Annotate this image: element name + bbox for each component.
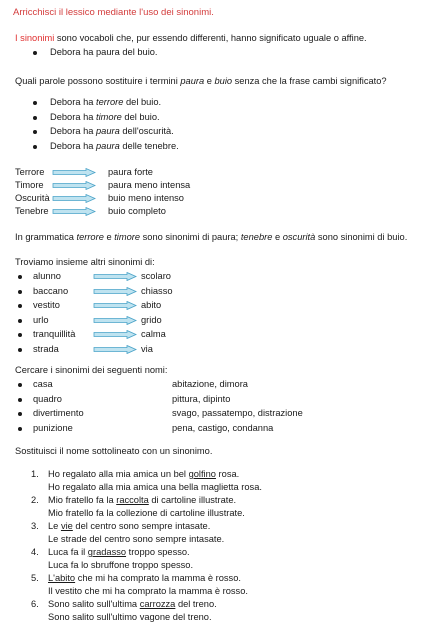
noun-word: punizione: [33, 422, 73, 433]
pair-word: Timore: [15, 180, 44, 190]
underlined-word: golfino: [188, 469, 216, 479]
arrow-icon: [52, 207, 96, 216]
pair-meaning: buio completo: [108, 206, 166, 216]
intro-line: [15, 33, 367, 43]
question-line: [15, 76, 387, 86]
together-synonym: via: [141, 343, 153, 354]
grammar-text-c: e: [103, 232, 115, 242]
variant-item: [50, 141, 179, 151]
variant-item: [50, 126, 174, 136]
noun-word: quadro: [33, 393, 62, 404]
underlined-word: vie: [60, 521, 73, 531]
together-word: alunno: [33, 271, 61, 281]
underlined-word: carrozza: [139, 599, 176, 609]
intro-keyword: I sinonimi: [15, 33, 55, 43]
bullet-icon: [33, 145, 37, 149]
exercise-number: 1.: [31, 469, 39, 479]
exercise-text: Mio fratello fa la: [48, 495, 117, 505]
exercise-text: Luca fa il: [48, 547, 88, 557]
arrow-icon: [52, 168, 96, 177]
arrow-icon: [52, 194, 96, 203]
arrow-icon: [93, 316, 137, 325]
variant-item: [50, 112, 160, 122]
replace-title: Sostituisci il nome sottolineato con un sinonimo.: [15, 446, 213, 456]
exercise-sentence: [48, 573, 241, 583]
noun-synonyms: pittura, dipinto: [172, 393, 231, 404]
grammar-text-g: e: [272, 232, 283, 242]
variant-text: del buio.: [121, 111, 160, 122]
intro-example: Debora ha paura del buio.: [50, 47, 158, 57]
question-text-3: senza che la frase cambi significato?: [232, 76, 387, 86]
exercise-text: Ho regalato alla mia amica un bel: [48, 469, 189, 479]
grammar-text-i: sono sinonimi di buio.: [315, 232, 408, 242]
together-title: Troviamo insieme altri sinonimi di:: [15, 257, 155, 267]
exercise-sentence: [48, 599, 217, 609]
question-text-2: e: [204, 76, 215, 86]
together-word: tranquillità: [33, 329, 76, 339]
together-word: baccano: [33, 285, 69, 296]
variant-text: Debora ha: [50, 111, 96, 122]
variant-text: Debora ha: [50, 126, 96, 136]
underlined-word: raccolta: [116, 495, 149, 505]
arrow-icon: [93, 272, 137, 281]
bullet-icon: [18, 333, 22, 337]
exercise-number: 2.: [31, 495, 39, 505]
grammar-text-a: In grammatica: [15, 232, 77, 242]
pair-meaning: paura meno intensa: [108, 180, 191, 190]
question-word-2: buio: [214, 76, 233, 86]
variant-item: [50, 97, 161, 107]
variant-word: paura: [96, 126, 120, 136]
together-synonym: scolaro: [141, 271, 171, 281]
pair-meaning: paura forte: [108, 167, 153, 177]
exercise-answer: Le strade del centro sono sempre intasate.: [48, 534, 225, 544]
together-synonym: calma: [141, 329, 166, 339]
bullet-icon: [18, 290, 22, 294]
arrow-icon: [93, 330, 137, 339]
bullet-icon: [18, 412, 22, 416]
exercise-number: 5.: [31, 573, 39, 583]
together-word: urlo: [33, 314, 49, 325]
variant-text: Debora ha: [50, 97, 96, 107]
exercise-text: che mi ha comprato la mamma è rosso.: [75, 573, 241, 583]
variant-text: del buio.: [123, 97, 162, 107]
pair-word: Oscurità: [15, 193, 50, 203]
bullet-icon: [18, 275, 22, 279]
bullet-icon: [18, 383, 22, 387]
underlined-word: L'abito: [48, 573, 76, 583]
together-synonym: chiasso: [141, 285, 173, 296]
arrow-icon: [93, 301, 137, 310]
bullet-icon: [33, 101, 37, 105]
exercise-sentence: [48, 521, 210, 531]
exercise-sentence: [48, 547, 190, 557]
bullet-icon: [33, 51, 37, 55]
arrow-icon: [52, 181, 96, 190]
pair-meaning: buio meno intenso: [108, 193, 184, 203]
exercise-text: del centro sono sempre intasate.: [72, 521, 211, 531]
question-word-1: paura: [180, 76, 205, 86]
variant-word: paura: [96, 140, 120, 151]
bullet-icon: [18, 319, 22, 323]
together-word: strada: [33, 343, 59, 354]
exercise-text: troppo spesso.: [126, 547, 190, 557]
exercise-text: di cartoline illustrate.: [148, 495, 237, 505]
bullet-icon: [18, 304, 22, 308]
noun-synonyms: pena, castigo, condanna: [172, 422, 274, 433]
exercise-number: 4.: [31, 547, 39, 557]
exercise-answer: Sono salito sull'ultimo vagone del treno.: [48, 612, 212, 622]
page-title: Arricchisci il lessico mediante l'uso dei sinonimi.: [13, 7, 214, 18]
bullet-icon: [18, 427, 22, 431]
underlined-word: gradasso: [87, 547, 127, 557]
noun-word: divertimento: [33, 408, 84, 418]
variant-word: terrore: [96, 97, 124, 107]
grammar-word-terrore: terrore: [76, 232, 104, 242]
question-text-1: Quali parole possono sostituire i termini: [15, 76, 181, 86]
bullet-icon: [33, 116, 37, 120]
pair-word: Tenebre: [15, 206, 49, 216]
grammar-word-timore: timore: [114, 232, 141, 242]
noun-synonyms: svago, passatempo, distrazione: [172, 408, 303, 418]
variant-text: Debora ha: [50, 140, 96, 151]
exercise-text: Le: [48, 521, 61, 531]
together-synonym: abito: [141, 300, 162, 310]
grammar-text-e: sono sinonimi di paura;: [140, 232, 241, 242]
arrow-icon: [93, 345, 137, 354]
bullet-icon: [18, 348, 22, 352]
exercise-answer: Ho regalato alla mia amica una bella maglietta rosa.: [48, 482, 262, 492]
exercise-text: del treno.: [175, 599, 217, 609]
arrow-icon: [93, 287, 137, 296]
pair-word: Terrore: [15, 167, 45, 177]
exercise-answer: Il vestito che mi ha comprato la mamma è rosso.: [48, 586, 248, 596]
intro-text: sono vocaboli che, pur essendo differenti, hanno significato uguale o affine.: [54, 33, 367, 43]
noun-word: casa: [33, 379, 53, 389]
exercise-text: rosa.: [215, 469, 240, 479]
exercise-number: 3.: [31, 521, 39, 531]
exercise-number: 6.: [31, 599, 39, 609]
nouns-title: Cercare i sinonimi dei seguenti nomi:: [15, 365, 168, 375]
grammar-line: [15, 232, 407, 242]
grammar-word-tenebre: tenebre: [240, 232, 273, 242]
variant-text: delle tenebre.: [119, 140, 179, 151]
together-word: vestito: [33, 300, 60, 310]
exercise-sentence: [48, 469, 239, 479]
bullet-icon: [33, 130, 37, 134]
exercise-sentence: [48, 495, 236, 505]
exercise-answer: Mio fratello fa la collezione di cartoline illustrate.: [48, 508, 245, 518]
variant-word: timore: [96, 111, 122, 122]
noun-synonyms: abitazione, dimora: [172, 379, 248, 389]
exercise-answer: Luca fa lo sbruffone troppo spesso.: [48, 560, 194, 570]
exercise-text: Sono salito sull'ultima: [48, 599, 140, 609]
together-synonym: grido: [141, 314, 162, 325]
grammar-word-oscurita: oscurità: [282, 232, 316, 242]
variant-text: dell'oscurità.: [119, 126, 174, 136]
bullet-icon: [18, 398, 22, 402]
